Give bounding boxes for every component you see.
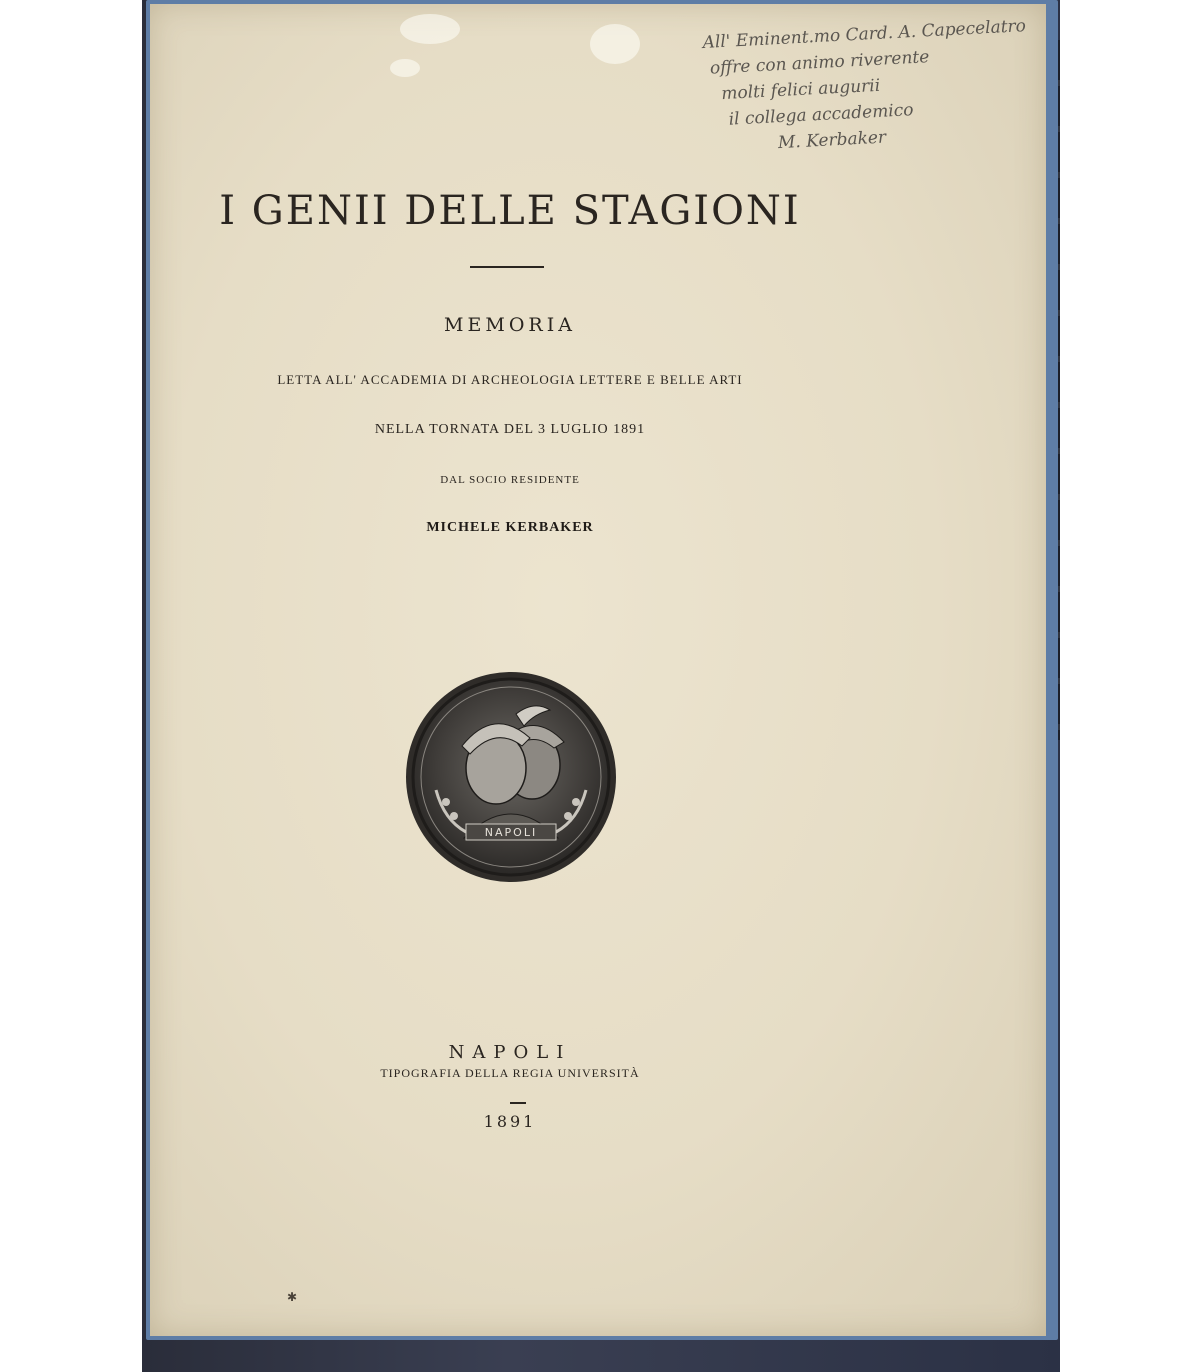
handwritten-dedication: [702, 13, 1028, 160]
reading-venue-line: LETTA ALL' ACCADEMIA DI ARCHEOLOGIA LETTERE E BELLE ARTI: [277, 372, 743, 387]
imprint-press: TIPOGRAFIA DELLA REGIA UNIVERSITÀ: [380, 1066, 640, 1080]
dedication-signature: M. Kerbaker: [777, 127, 887, 154]
dedication-line: il collega accademico: [728, 100, 914, 130]
dedication-line: molti felici augurii: [720, 75, 881, 105]
imprint-divider: [510, 1102, 526, 1104]
member-line: DAL SOCIO RESIDENTE: [440, 474, 580, 486]
paper-stain: [390, 59, 420, 77]
dedication-line: All' Eminent.mo Card. A. Capecelatro: [702, 16, 1027, 53]
dedication-line: offre con animo riverente: [709, 47, 930, 79]
session-date-line: NELLA TORNATA DEL 3 LUGLIO 1891: [374, 422, 646, 437]
pencil-mark: ✱: [287, 1290, 298, 1304]
imprint-year: 1891: [483, 1112, 537, 1131]
title-divider: [470, 266, 544, 268]
author-name: MICHELE KERBAKER: [426, 520, 594, 535]
paper-stain: [590, 24, 640, 64]
paper-stain: [400, 14, 460, 44]
medallion-two-heads-icon: [404, 670, 618, 884]
medal-label: NAPOLI: [484, 826, 538, 839]
book-title: I GENII DELLE STAGIONI: [219, 188, 801, 234]
book-subtitle: MEMORIA: [444, 314, 576, 336]
imprint-city: NAPOLI: [448, 1042, 572, 1063]
